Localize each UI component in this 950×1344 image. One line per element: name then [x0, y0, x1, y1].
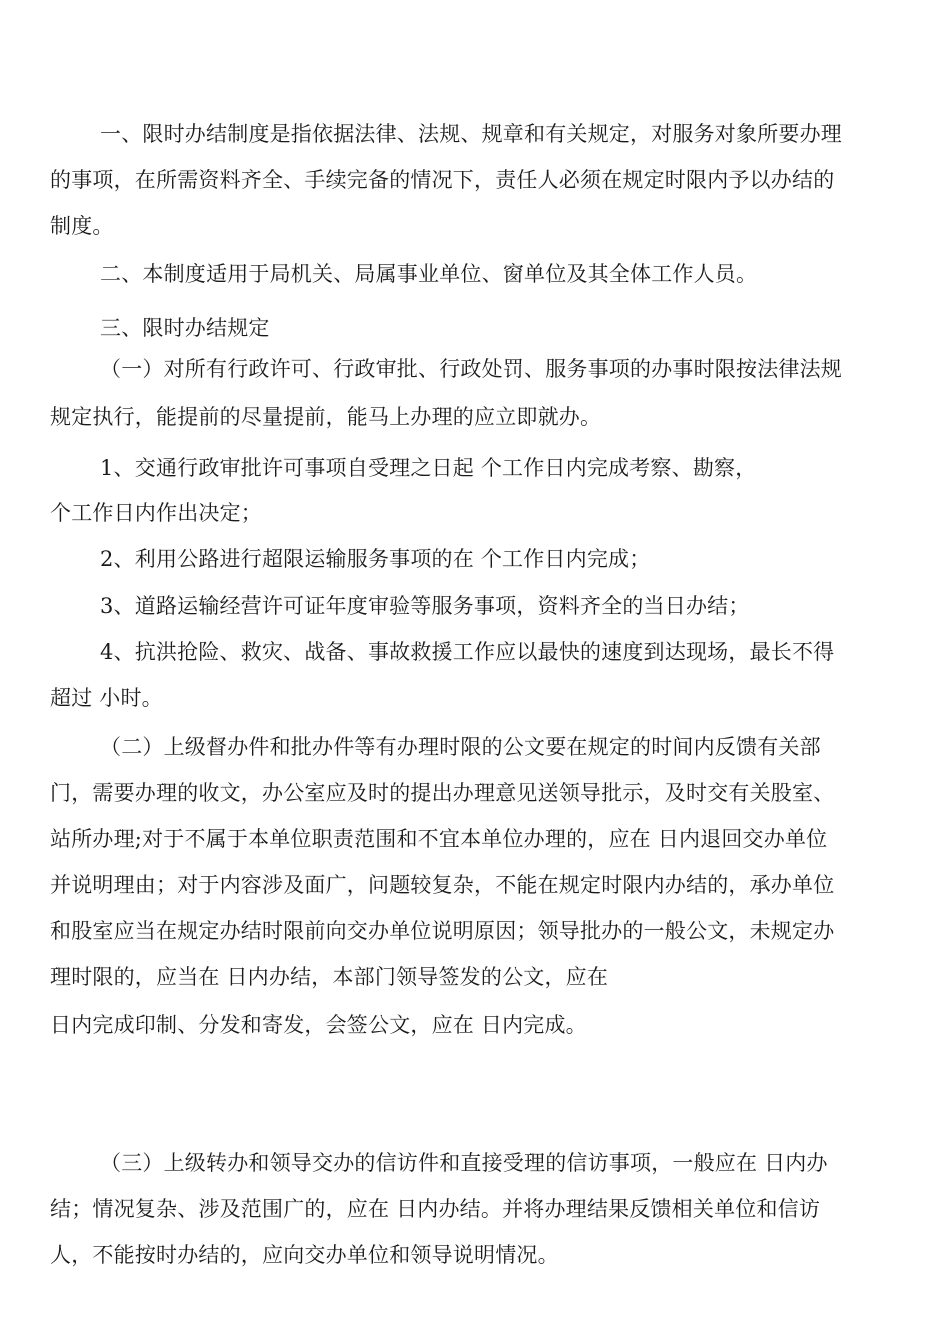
- paragraph-8-line-1: 4、抗洪抢险、救灾、战备、事故救援工作应以最快的速度到达现场，最长不得: [100, 640, 835, 664]
- paragraph-3-heading: 三、限时办结规定: [100, 316, 270, 340]
- paragraph-1-line-3: 制度。: [50, 214, 114, 238]
- paragraph-10-line-3: 人，不能按时办结的，应向交办单位和领导说明情况。: [50, 1243, 559, 1267]
- paragraph-1-line-2: 的事项，在所需资料齐全、手续完备的情况下，责任人必须在规定时限内予以办结的: [50, 168, 835, 192]
- paragraph-4-line-2: 规定执行，能提前的尽量提前，能马上办理的应立即就办。: [50, 405, 602, 429]
- paragraph-9-line-4: 并说明理由；对于内容涉及面广，问题较复杂，不能在规定时限内办结的，承办单位: [50, 873, 835, 897]
- paragraph-6-line-1: 2、利用公路进行超限运输服务事项的在 个工作日内完成；: [100, 547, 651, 571]
- paragraph-9-line-1: （二）上级督办件和批办件等有办理时限的公文要在规定的时间内反馈有关部: [100, 735, 821, 759]
- paragraph-10-line-2: 结；情况复杂、涉及范围广的，应在 日内办结。并将办理结果反馈相关单位和信访: [50, 1197, 821, 1221]
- paragraph-1-line-1: 一、限时办结制度是指依据法律、法规、规章和有关规定，对服务对象所要办理: [100, 122, 842, 146]
- paragraph-5-line-1: 1、交通行政审批许可事项自受理之日起 个工作日内完成考察、勘察，: [100, 456, 757, 480]
- paragraph-7-line-1: 3、道路运输经营许可证年度审验等服务事项，资料齐全的当日办结；: [100, 594, 750, 618]
- paragraph-2-line-1: 二、本制度适用于局机关、局属事业单位、窗单位及其全体工作人员。: [100, 262, 758, 286]
- paragraph-9-line-7: 日内完成印制、分发和寄发，会签公文，应在 日内完成。: [50, 1013, 587, 1037]
- paragraph-4-line-1: （一）对所有行政许可、行政审批、行政处罚、服务事项的办事时限按法律法规: [100, 357, 842, 381]
- paragraph-8-line-2: 超过 小时。: [50, 686, 163, 710]
- paragraph-9-line-2: 门，需要办理的收文，办公室应及时的提出办理意见送领导批示，及时交有关股室、: [50, 781, 835, 805]
- paragraph-10-line-1: （三）上级转办和领导交办的信访件和直接受理的信访事项，一般应在 日内办: [100, 1151, 828, 1175]
- paragraph-9-line-3: 站所办理;对于不属于本单位职责范围和不宜本单位办理的，应在 日内退回交办单位: [50, 827, 828, 851]
- paragraph-9-line-6: 理时限的，应当在 日内办结，本部门领导签发的公文，应在: [50, 965, 609, 989]
- paragraph-9-line-5: 和股室应当在规定办结时限前向交办单位说明原因；领导批办的一般公文，未规定办: [50, 919, 835, 943]
- paragraph-5-line-2: 个工作日内作出决定；: [50, 501, 262, 525]
